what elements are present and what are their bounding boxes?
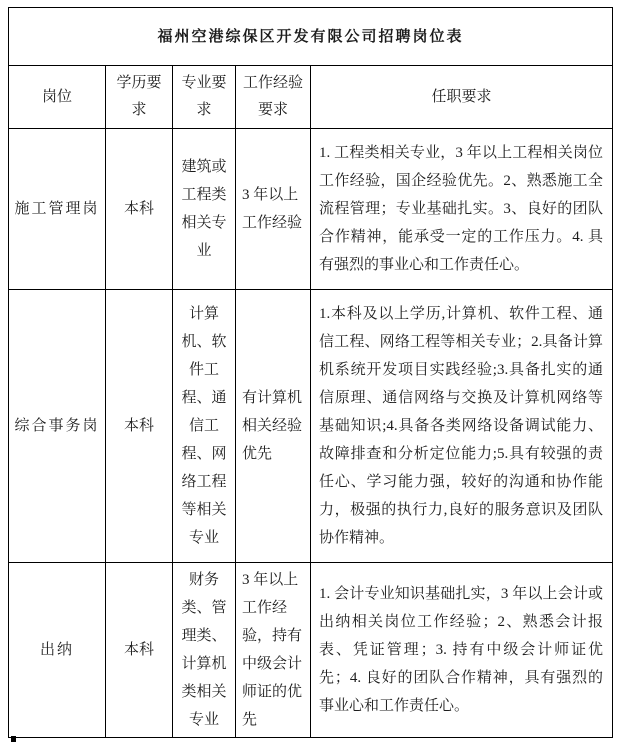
major-cell: 建筑或工程类相关专业 xyxy=(173,129,236,290)
experience-cell: 3 年以上工作经验，持有中级会计师证的优先 xyxy=(236,563,311,738)
table-row xyxy=(9,129,613,290)
major-cell: 财务类、管理类、计算机类相关专业 xyxy=(173,563,236,738)
column-header-experience: 工作经验要求 xyxy=(236,66,311,129)
position-cell: 出纳 xyxy=(9,563,106,738)
recruitment-table xyxy=(8,7,613,738)
column-header-position: 岗位 xyxy=(9,66,106,129)
table-row xyxy=(9,563,613,738)
major-cell: 计算机、软件工程、通信工程、网络工程等相关专业 xyxy=(173,290,236,563)
experience-cell: 3 年以上工作经验 xyxy=(236,129,311,290)
column-header-major: 专业要求 xyxy=(173,66,236,129)
education-cell: 本科 xyxy=(106,563,173,738)
table-row xyxy=(9,290,613,563)
column-header-requirements: 任职要求 xyxy=(311,66,613,129)
column-header-education: 学历要求 xyxy=(106,66,173,129)
position-cell: 施工管理岗 xyxy=(9,129,106,290)
header-row xyxy=(9,66,613,129)
requirements-cell: 1. 会计专业知识基础扎实，3 年以上会计或出纳相关岗位工作经验；2、熟悉会计报表、凭证管理；3. 持有中级会计师证优先；4. 良好的团队合作精神，具有强烈的事业心和工作责任心。 xyxy=(311,563,613,738)
experience-cell: 有计算机相关经验优先 xyxy=(236,290,311,563)
education-cell: 本科 xyxy=(106,129,173,290)
cursor-artifact xyxy=(11,736,16,742)
position-cell: 综合事务岗 xyxy=(9,290,106,563)
education-cell: 本科 xyxy=(106,290,173,563)
title-row xyxy=(9,8,613,66)
requirements-cell: 1.本科及以上学历,计算机、软件工程、通信工程、网络工程等相关专业；2.具备计算机系统开发项目实践经验;3.具备扎实的通信原理、通信网络与交换及计算机网络等基础知识;4.具备各类网络设备调试能力、故障排查和分析定位能力;5.具有较强的责任心、学习能力强，较好的沟通和协作能力，极强的执行力,良好的服务意识及团队协作精神。 xyxy=(311,290,613,563)
requirements-cell: 1. 工程类相关专业，3 年以上工程相关岗位工作经验，国企经验优先。2、熟悉施工全流程管理；专业基础扎实。3、良好的团队合作精神，能承受一定的工作压力。4. 具有强烈的事业心和工作责任心。 xyxy=(311,129,613,290)
table-title: 福州空港综保区开发有限公司招聘岗位表 xyxy=(9,8,613,66)
